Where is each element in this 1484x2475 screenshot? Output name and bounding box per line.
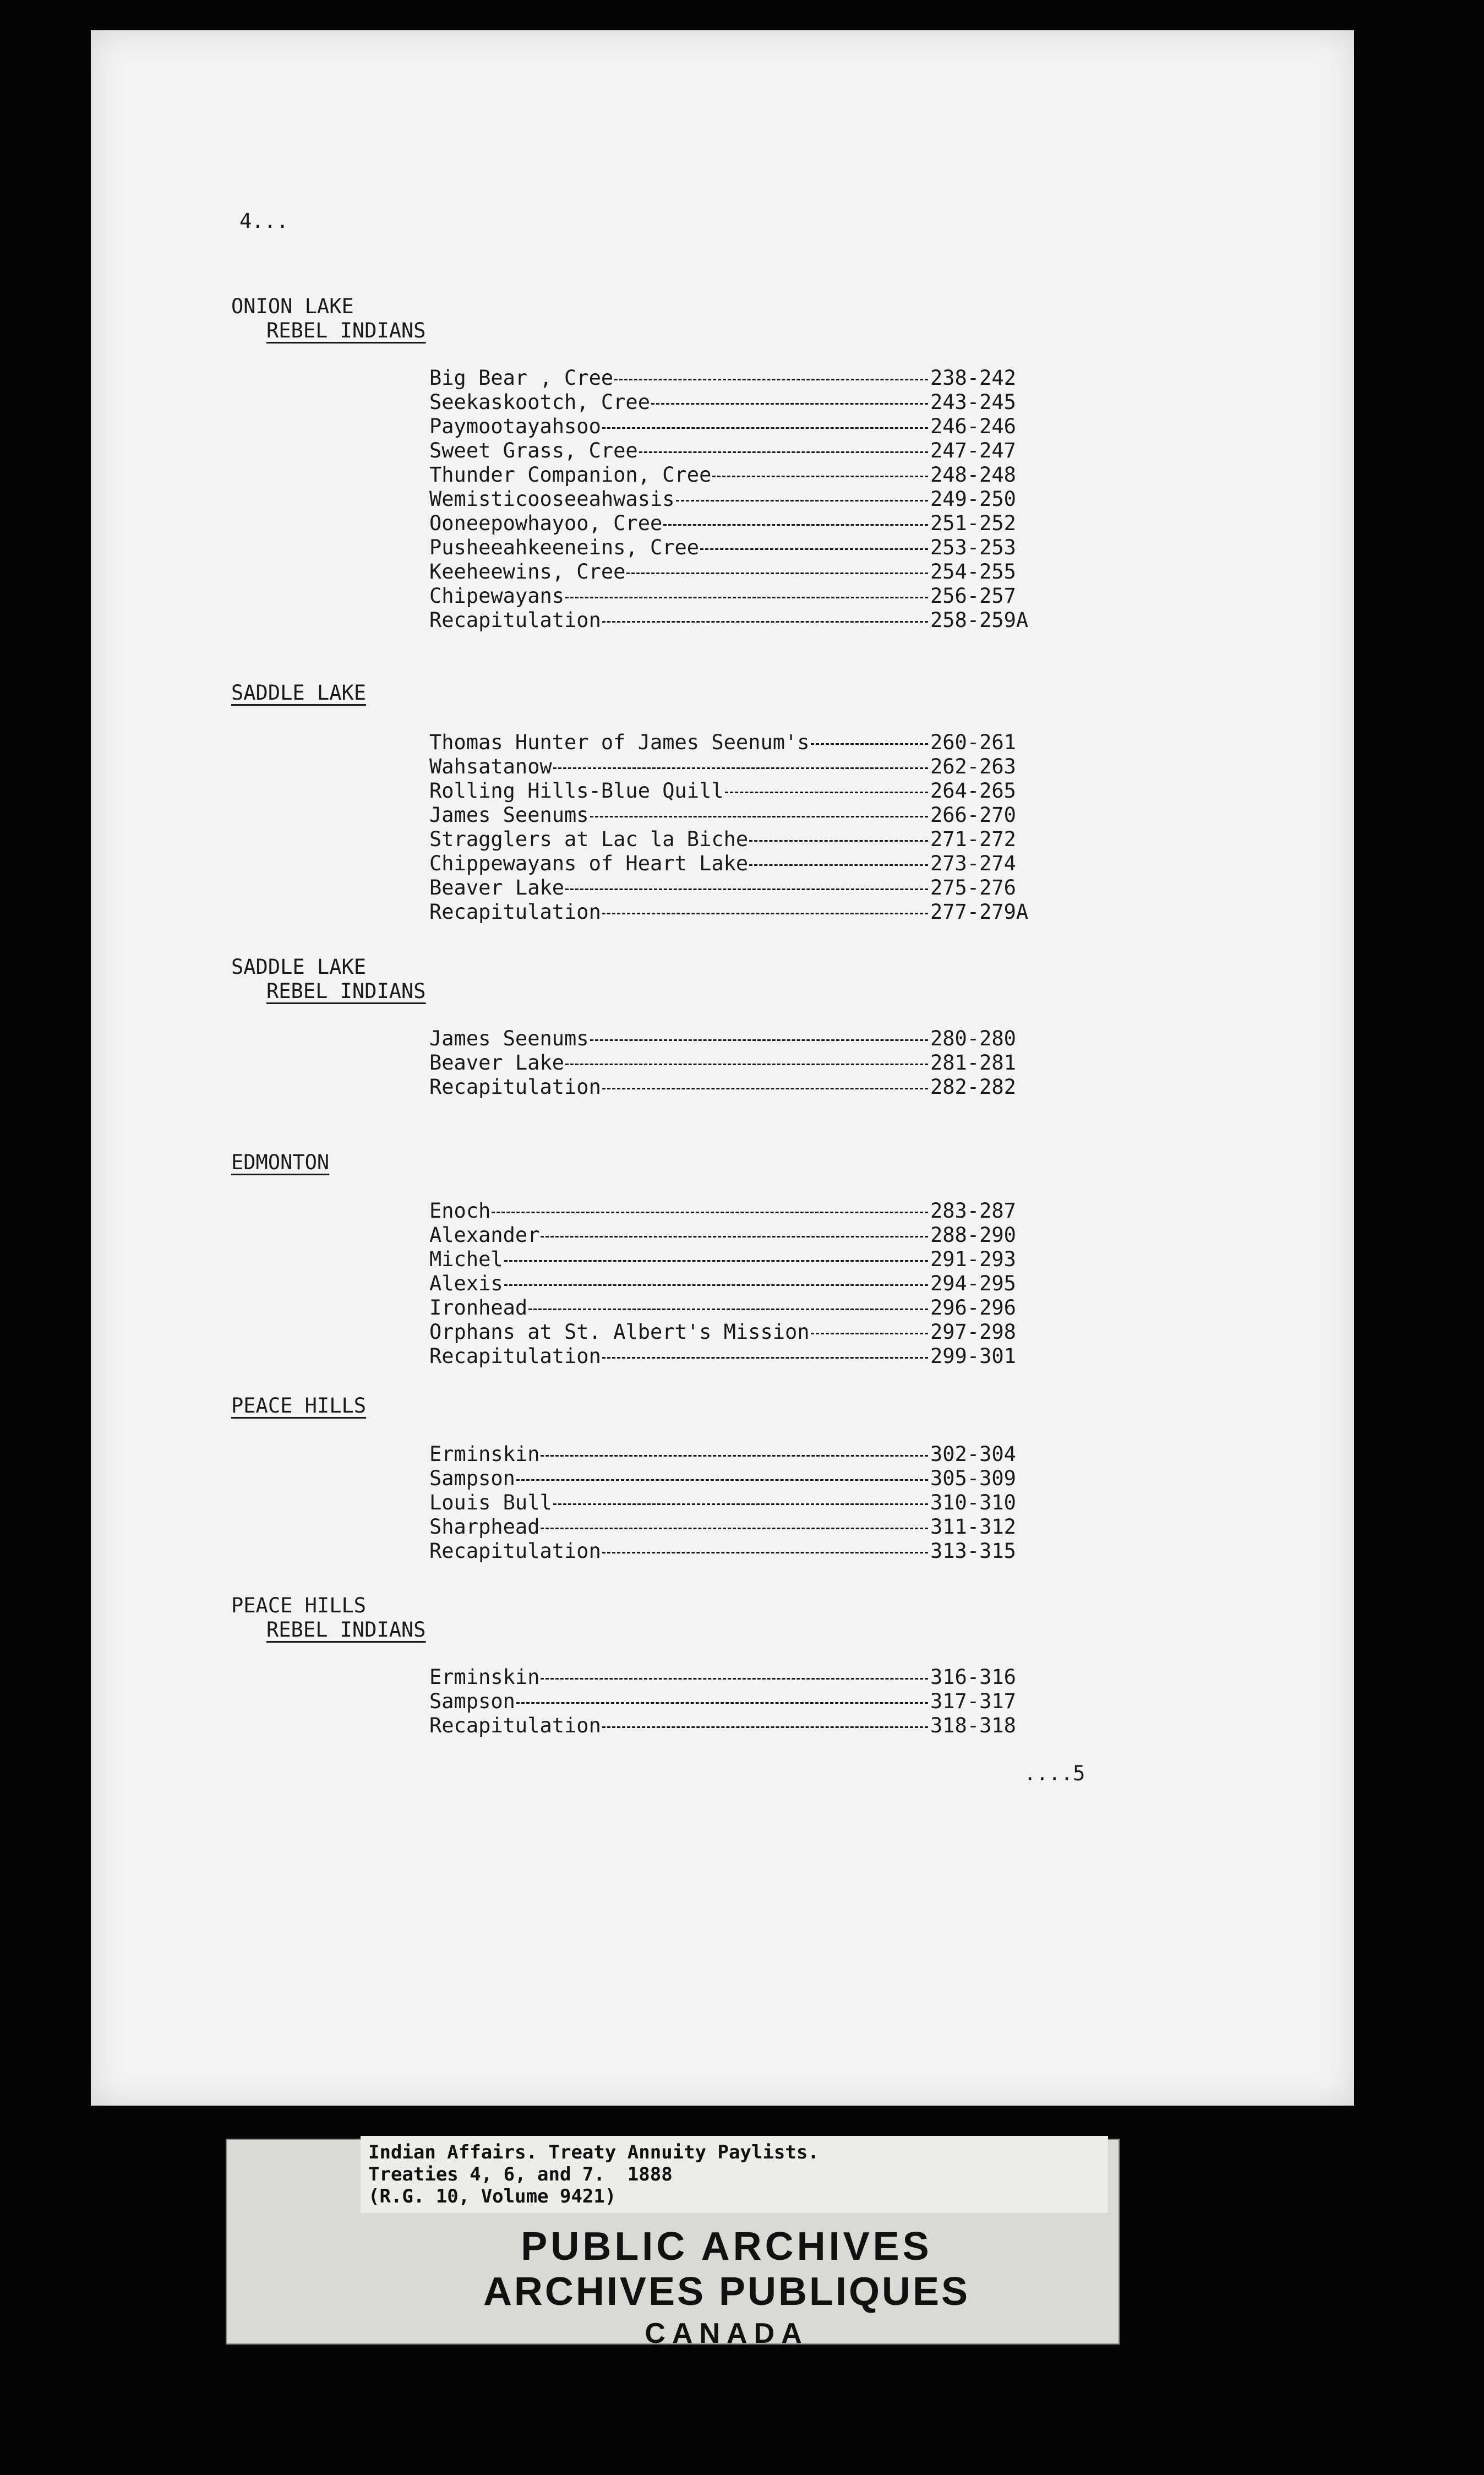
list-item (429, 876, 1035, 900)
archive-label-line2: Treaties 4, 6, and 7. 1888 (368, 2163, 673, 2185)
entry-pages: 258-259A (930, 608, 1029, 632)
list-item (429, 608, 1035, 633)
entry-pages: 273-274 (930, 852, 1016, 875)
stamp-line1: PUBLIC ARCHIVES (521, 2225, 932, 2269)
leader-dashes (504, 1247, 928, 1262)
entry-pages: 248-248 (930, 463, 1016, 487)
entry-pages: 247-247 (930, 439, 1016, 462)
leader-dashes (749, 827, 928, 842)
entry-name: Sampson (429, 1689, 515, 1713)
list-item (429, 827, 1035, 852)
list-item (429, 1272, 1035, 1296)
list-item (429, 755, 1035, 779)
list-item (429, 1689, 1035, 1714)
entry-name: Seekaskootch, Cree (429, 390, 650, 414)
heading-line1: SADDLE LAKE (231, 955, 367, 979)
list-item (429, 852, 1035, 876)
entry-name: Stragglers at Lac la Biche (429, 827, 749, 851)
entry-name: Recapitulation (429, 900, 601, 924)
entry-pages: 246-246 (930, 415, 1016, 438)
entry-pages: 275-276 (930, 876, 1016, 899)
leader-dashes (676, 487, 928, 501)
leader-dashes (541, 1515, 928, 1529)
entry-list (429, 1665, 1035, 1738)
entry-name: Beaver Lake (429, 876, 565, 899)
entry-list (429, 366, 1035, 633)
list-item (429, 900, 1035, 924)
entry-name: Recapitulation (429, 1539, 601, 1563)
entry-pages: 256-257 (930, 584, 1016, 608)
entry-pages: 262-263 (930, 755, 1016, 778)
heading-line1: ONION LAKE (231, 295, 354, 318)
entry-name: Thomas Hunter of James Seenum's (429, 730, 810, 754)
entry-name: James Seenums (429, 803, 589, 827)
entry-name: Alexis (429, 1272, 503, 1295)
entry-list (429, 1442, 1035, 1563)
leader-dashes (626, 560, 928, 574)
section-saddle-lake (231, 681, 1029, 924)
entry-name: Erminskin (429, 1665, 540, 1689)
entry-name: Michel (429, 1247, 503, 1271)
entry-pages: 249-250 (930, 487, 1016, 511)
archives-stamp (341, 2224, 1112, 2353)
entry-pages: 305-309 (930, 1467, 1016, 1490)
entry-name: Rolling Hills-Blue Quill (429, 779, 724, 803)
list-item (429, 463, 1035, 487)
page-number: 4... (239, 209, 289, 233)
leader-dashes (528, 1296, 928, 1310)
stamp-line3: CANADA (645, 2318, 809, 2349)
entry-name: Sharphead (429, 1515, 540, 1539)
list-item (429, 1296, 1035, 1320)
section-heading (231, 1151, 329, 1175)
leader-dashes (712, 463, 928, 477)
entry-pages: 283-287 (930, 1199, 1016, 1223)
entry-pages: 296-296 (930, 1296, 1016, 1320)
list-item (429, 1714, 1035, 1738)
leader-dashes (639, 439, 928, 453)
entry-pages: 280-280 (930, 1027, 1016, 1050)
list-item (429, 366, 1035, 390)
entry-name: Sweet Grass, Cree (429, 439, 638, 462)
section-peace-hills-rebel (231, 1594, 1016, 1737)
archive-label (361, 2136, 1108, 2213)
section-heading (231, 681, 366, 705)
leader-dashes (492, 1199, 928, 1213)
entry-name: Ooneepowhayoo, Cree (429, 511, 663, 535)
archive-label-line1: Indian Affairs. Treaty Annuity Paylists. (368, 2141, 819, 2163)
entry-name: Wemisticooseeahwasis (429, 487, 675, 511)
leader-dashes (541, 1665, 928, 1680)
list-item (429, 1467, 1035, 1491)
list-item (429, 415, 1035, 439)
entry-name: Louis Bull (429, 1491, 552, 1514)
entry-pages: 317-317 (930, 1689, 1016, 1713)
leader-dashes (602, 900, 928, 914)
entry-name: Chipewayans (429, 584, 565, 608)
leader-dashes (602, 1344, 928, 1359)
entry-list (429, 1199, 1035, 1369)
leader-dashes (749, 852, 928, 866)
heading-line2: REBEL INDIANS (266, 319, 426, 342)
section-heading (231, 955, 426, 1004)
leader-dashes (663, 511, 928, 526)
list-item (429, 779, 1035, 803)
entry-name: Chippewayans of Heart Lake (429, 852, 749, 875)
entry-name: Thunder Companion, Cree (429, 463, 712, 487)
entry-name: Recapitulation (429, 1075, 601, 1099)
list-item (429, 584, 1035, 608)
list-item (429, 1027, 1035, 1051)
leader-dashes (602, 1075, 928, 1089)
leader-dashes (602, 1539, 928, 1553)
leader-dashes (725, 779, 928, 793)
entry-pages: 260-261 (930, 730, 1016, 754)
entry-pages: 311-312 (930, 1515, 1016, 1539)
list-item (429, 1199, 1035, 1223)
section-heading (231, 295, 426, 343)
archive-label-line3: (R.G. 10, Volume 9421) (368, 2185, 616, 2207)
leader-dashes (516, 1689, 928, 1704)
list-item (429, 1247, 1035, 1272)
entry-pages: 238-242 (930, 366, 1016, 390)
entry-pages: 277-279A (930, 900, 1029, 924)
heading-line1: PEACE HILLS (231, 1394, 367, 1418)
leader-dashes (700, 536, 928, 550)
list-item (429, 511, 1035, 536)
leader-dashes (553, 755, 928, 769)
entry-pages: 297-298 (930, 1320, 1016, 1344)
leader-dashes (590, 1027, 928, 1041)
entry-name: Big Bear , Cree (429, 366, 614, 390)
entry-pages: 299-301 (930, 1344, 1016, 1368)
entry-pages: 318-318 (930, 1714, 1016, 1737)
leader-dashes (811, 730, 928, 745)
leader-dashes (565, 1051, 928, 1065)
entry-pages: 302-304 (930, 1442, 1016, 1466)
entry-pages: 313-315 (930, 1539, 1016, 1563)
entry-pages: 264-265 (930, 779, 1016, 803)
entry-pages: 254-255 (930, 560, 1016, 584)
leader-dashes (614, 366, 928, 380)
entry-name: James Seenums (429, 1027, 589, 1050)
entry-pages: 294-295 (930, 1272, 1016, 1295)
section-edmonton (231, 1151, 1016, 1368)
heading-line1: SADDLE LAKE (231, 681, 367, 705)
leader-dashes (565, 876, 928, 890)
heading-line1: PEACE HILLS (231, 1594, 367, 1617)
list-item (429, 1491, 1035, 1515)
list-item (429, 1223, 1035, 1247)
entry-pages: 253-253 (930, 536, 1016, 559)
entry-list (429, 1027, 1035, 1099)
list-item (429, 803, 1035, 827)
entry-name: Recapitulation (429, 1344, 601, 1368)
entry-name: Recapitulation (429, 608, 601, 632)
stamp-line2: ARCHIVES PUBLIQUES (483, 2270, 970, 2314)
entry-pages: 271-272 (930, 827, 1016, 851)
entry-name: Recapitulation (429, 1714, 601, 1737)
list-item (429, 1051, 1035, 1075)
entry-name: Ironhead (429, 1296, 528, 1320)
entry-pages: 288-290 (930, 1223, 1016, 1247)
list-item (429, 536, 1035, 560)
entry-pages: 281-281 (930, 1051, 1016, 1075)
heading-line2: REBEL INDIANS (266, 979, 426, 1003)
leader-dashes (602, 415, 928, 429)
list-item (429, 439, 1035, 463)
entry-list (429, 730, 1035, 924)
list-item (429, 730, 1035, 755)
entry-pages: 251-252 (930, 511, 1016, 535)
entry-name: Alexander (429, 1223, 540, 1247)
entry-pages: 243-245 (930, 390, 1016, 414)
list-item (429, 1320, 1035, 1344)
entry-pages: 310-310 (930, 1491, 1016, 1514)
leader-dashes (590, 803, 928, 817)
list-item (429, 487, 1035, 511)
leader-dashes (541, 1223, 928, 1238)
entry-name: Sampson (429, 1467, 515, 1490)
list-item (429, 560, 1035, 584)
section-heading (231, 1394, 366, 1418)
entry-pages: 291-293 (930, 1247, 1016, 1271)
list-item (429, 1442, 1035, 1467)
entry-pages: 316-316 (930, 1665, 1016, 1689)
leader-dashes (541, 1442, 928, 1457)
list-item (429, 1344, 1035, 1369)
heading-line1: EDMONTON (231, 1151, 330, 1174)
list-item (429, 1515, 1035, 1539)
list-item (429, 390, 1035, 415)
entry-name: Wahsatanow (429, 755, 552, 778)
list-item (429, 1665, 1035, 1689)
leader-dashes (565, 584, 928, 598)
section-heading (231, 1594, 426, 1642)
entry-name: Orphans at St. Albert's Mission (429, 1320, 810, 1344)
entry-name: Erminskin (429, 1442, 540, 1466)
entry-pages: 282-282 (930, 1075, 1016, 1099)
entry-name: Keeheewins, Cree (429, 560, 626, 584)
section-onion-lake-rebel (231, 295, 1029, 632)
leader-dashes (811, 1320, 928, 1334)
entry-pages: 266-270 (930, 803, 1016, 827)
leader-dashes (602, 608, 928, 623)
entry-name: Beaver Lake (429, 1051, 565, 1075)
section-saddle-lake-rebel (231, 955, 1016, 1099)
leader-dashes (602, 1714, 928, 1728)
entry-name: Paymootayahsoo (429, 415, 601, 438)
heading-line2: REBEL INDIANS (266, 1618, 426, 1642)
list-item (429, 1075, 1035, 1099)
section-peace-hills (231, 1394, 1016, 1563)
entry-name: Enoch (429, 1199, 491, 1223)
leader-dashes (516, 1467, 928, 1481)
list-item (429, 1539, 1035, 1563)
leader-dashes (553, 1491, 928, 1505)
leader-dashes (504, 1272, 928, 1286)
entry-name: Pusheeahkeeneins, Cree (429, 536, 700, 559)
leader-dashes (651, 390, 928, 405)
continuation-marker: ....5 (1024, 1762, 1085, 1785)
